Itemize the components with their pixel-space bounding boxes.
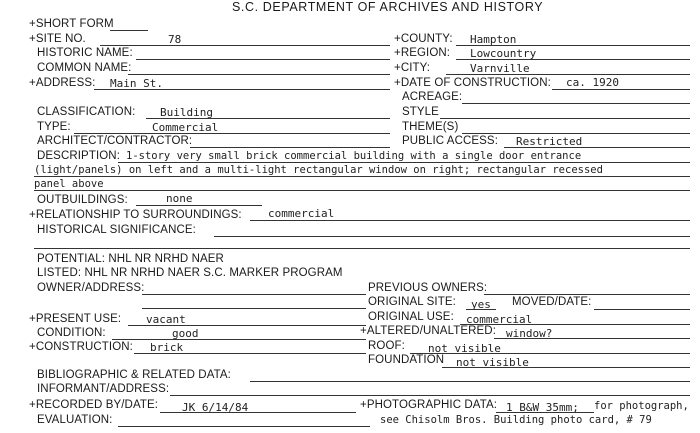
original-site-value: yes bbox=[471, 298, 491, 311]
condition-line bbox=[112, 339, 366, 340]
foundation-label: FOUNDATION bbox=[368, 354, 445, 366]
listed-row: LISTED: NHL NR NRHD NAER S.C. MARKER PROGRAM bbox=[37, 267, 343, 279]
city-line bbox=[446, 74, 690, 75]
original-site-label: ORIGINAL SITE: bbox=[368, 296, 456, 308]
address-value: Main St. bbox=[110, 77, 163, 90]
style-label: STYLE bbox=[402, 106, 439, 118]
altered-label: +ALTERED/UNALTERED: bbox=[360, 325, 496, 337]
form-title: S.C. DEPARTMENT OF ARCHIVES AND HISTORY bbox=[232, 0, 544, 14]
bibliographic-line bbox=[250, 381, 690, 382]
site-no-value: 78 bbox=[168, 33, 182, 46]
themes-label: THEME(S) bbox=[402, 121, 459, 133]
roof-line bbox=[410, 353, 690, 354]
site-no-line bbox=[100, 45, 390, 46]
photographic-data-label: +PHOTOGRAPHIC DATA: bbox=[360, 399, 498, 411]
evaluation-line bbox=[118, 426, 370, 427]
construction-value: brick bbox=[150, 341, 184, 354]
condition-label: CONDITION: bbox=[37, 327, 106, 339]
public-access-label: PUBLIC ACCESS: bbox=[402, 135, 498, 147]
construction-label: +CONSTRUCTION: bbox=[29, 341, 133, 353]
county-label: +COUNTY: bbox=[394, 33, 453, 45]
recorded-by-value: JK 6/14/84 bbox=[182, 401, 249, 414]
present-use-value: vacant bbox=[146, 313, 186, 326]
original-site-line bbox=[466, 309, 496, 310]
historical-significance-line bbox=[214, 236, 690, 237]
moved-date-label: MOVED/DATE: bbox=[512, 296, 592, 308]
present-use-line bbox=[128, 325, 366, 326]
altered-line bbox=[494, 338, 690, 339]
photographic-data-value: 1 B&W 35mm; bbox=[506, 401, 579, 414]
region-value: Lowcountry bbox=[470, 47, 537, 60]
common-name-label: COMMON NAME: bbox=[37, 62, 132, 74]
region-label: +REGION: bbox=[394, 47, 451, 59]
outbuildings-line bbox=[136, 205, 262, 206]
city-label: +CITY: bbox=[394, 62, 431, 74]
owner-address-line bbox=[142, 294, 366, 295]
short-form-line bbox=[110, 30, 148, 31]
evaluation-label: EVALUATION: bbox=[37, 414, 113, 426]
owner-address-line-2 bbox=[142, 308, 366, 309]
previous-owners-line bbox=[484, 294, 690, 295]
potential-row: POTENTIAL: NHL NR NRHD NAER bbox=[37, 253, 224, 265]
description-rule-1 bbox=[118, 162, 690, 163]
foundation-line bbox=[442, 367, 690, 368]
photo-note-1: for photograph, bbox=[594, 400, 689, 412]
roof-value: not visible bbox=[428, 342, 501, 355]
acreage-label: ACREAGE: bbox=[402, 91, 463, 103]
public-access-value: Restricted bbox=[516, 135, 583, 148]
themes-line bbox=[462, 133, 690, 134]
date-of-construction-line bbox=[552, 89, 690, 90]
construction-line bbox=[134, 353, 366, 354]
original-use-label: ORIGINAL USE: bbox=[368, 311, 454, 323]
recorded-by-label: +RECORDED BY/DATE: bbox=[29, 399, 159, 411]
relationship-label: +RELATIONSHIP TO SURROUNDINGS: bbox=[29, 209, 242, 221]
owner-address-label: OWNER/ADDRESS: bbox=[37, 282, 145, 294]
historical-significance-line-2 bbox=[34, 248, 690, 249]
style-line bbox=[440, 118, 690, 119]
region-line bbox=[456, 59, 690, 60]
outbuildings-value: none bbox=[166, 192, 193, 205]
outbuildings-label: OUTBUILDINGS: bbox=[37, 194, 128, 206]
foundation-value: not visible bbox=[456, 356, 529, 369]
classification-label: CLASSIFICATION: bbox=[37, 106, 136, 118]
recorded-by-line bbox=[160, 412, 356, 413]
description-label: DESCRIPTION: bbox=[37, 150, 120, 162]
type-line bbox=[74, 133, 390, 134]
moved-date-line bbox=[594, 309, 690, 310]
county-line bbox=[456, 45, 690, 46]
architect-label: ARCHITECT/CONTRACTOR: bbox=[37, 135, 193, 147]
classification-line bbox=[146, 118, 390, 119]
original-use-value: commercial bbox=[466, 313, 533, 326]
previous-owners-label: PREVIOUS OWNERS: bbox=[368, 282, 488, 294]
roof-label: ROOF: bbox=[368, 340, 405, 352]
architect-line bbox=[190, 147, 390, 148]
type-label: TYPE: bbox=[37, 121, 71, 133]
informant-line bbox=[170, 395, 690, 396]
informant-label: INFORMANT/ADDRESS: bbox=[37, 383, 170, 395]
historic-name-label: HISTORIC NAME: bbox=[37, 47, 133, 59]
bibliographic-label: BIBLIOGRAPHIC & RELATED DATA: bbox=[37, 369, 231, 381]
classification-value: Building bbox=[160, 106, 213, 119]
site-no-label: +SITE NO. bbox=[29, 33, 86, 45]
description-line-2: (light/panels) on left and a multi-light rectangular window on right; rectangular recessed bbox=[34, 164, 603, 176]
altered-value: window? bbox=[506, 327, 553, 340]
type-value: Commercial bbox=[152, 121, 219, 134]
present-use-label: +PRESENT USE: bbox=[29, 313, 122, 325]
photographic-data-line bbox=[496, 412, 594, 413]
common-name-line bbox=[128, 74, 390, 75]
historical-significance-label: HISTORICAL SIGNIFICANCE: bbox=[37, 224, 196, 236]
relationship-value: commercial bbox=[268, 207, 335, 220]
address-line bbox=[94, 89, 390, 90]
description-rule-3 bbox=[34, 190, 690, 191]
date-of-construction-label: +DATE OF CONSTRUCTION: bbox=[394, 77, 551, 89]
short-form-label: +SHORT FORM bbox=[29, 18, 114, 30]
date-of-construction-value: ca. 1920 bbox=[566, 76, 619, 89]
public-access-line bbox=[504, 147, 690, 148]
city-value: Varnville bbox=[470, 62, 530, 75]
address-label: +ADDRESS: bbox=[29, 77, 96, 89]
acreage-line bbox=[462, 103, 690, 104]
county-value: Hampton bbox=[470, 33, 517, 46]
description-line-1: 1-story very small brick commercial building with a single door entrance bbox=[126, 150, 582, 162]
description-rule-2 bbox=[34, 176, 690, 177]
historic-name-line bbox=[136, 59, 390, 60]
condition-value: good bbox=[172, 327, 199, 340]
relationship-line bbox=[250, 220, 690, 221]
description-line-3: panel above bbox=[34, 178, 104, 190]
photo-note-2: see Chisolm Bros. Building photo card, # 79 bbox=[380, 414, 652, 426]
